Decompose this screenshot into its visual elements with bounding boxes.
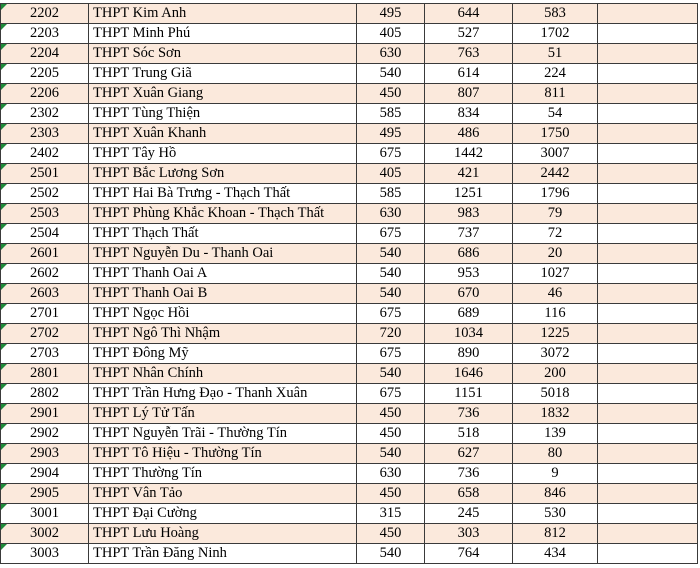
value-cell: 20 (513, 244, 598, 264)
table-row (1, 444, 698, 464)
table-row (1, 184, 698, 204)
table-row (1, 24, 698, 44)
empty-cell (598, 484, 698, 504)
school-code-cell: 2203 (1, 24, 89, 44)
registered-cell: 807 (425, 84, 513, 104)
school-name-cell: THPT Phùng Khắc Khoan - Thạch Thất (89, 204, 357, 224)
target-cell: 585 (357, 184, 425, 204)
empty-cell (598, 104, 698, 124)
school-name-cell: THPT Thanh Oai A (89, 264, 357, 284)
school-name-cell: THPT Nguyễn Trãi - Thường Tín (89, 424, 357, 444)
school-code-cell: 2204 (1, 44, 89, 64)
table-row (1, 204, 698, 224)
registered-cell: 983 (425, 204, 513, 224)
school-code-cell: 2302 (1, 104, 89, 124)
table-row (1, 124, 698, 144)
target-cell: 450 (357, 524, 425, 544)
school-code-cell: 2502 (1, 184, 89, 204)
registered-cell: 764 (425, 544, 513, 564)
school-name-cell: THPT Lý Tử Tấn (89, 404, 357, 424)
table-row (1, 504, 698, 524)
registered-cell: 658 (425, 484, 513, 504)
registered-cell: 1646 (425, 364, 513, 384)
registered-cell: 689 (425, 304, 513, 324)
table-row (1, 164, 698, 184)
registered-cell: 614 (425, 64, 513, 84)
empty-cell (598, 344, 698, 364)
value-cell: 3007 (513, 144, 598, 164)
school-code-cell: 3001 (1, 504, 89, 524)
registered-cell: 1442 (425, 144, 513, 164)
school-code-cell: 2602 (1, 264, 89, 284)
school-code-cell: 3002 (1, 524, 89, 544)
empty-cell (598, 264, 698, 284)
empty-cell (598, 184, 698, 204)
registered-cell: 245 (425, 504, 513, 524)
school-name-cell: THPT Lưu Hoàng (89, 524, 357, 544)
school-name-cell: THPT Hai Bà Trưng - Thạch Thất (89, 184, 357, 204)
value-cell: 530 (513, 504, 598, 524)
school-code-cell: 2904 (1, 464, 89, 484)
table-row (1, 224, 698, 244)
school-name-cell: THPT Trần Đăng Ninh (89, 544, 357, 564)
target-cell: 630 (357, 204, 425, 224)
registered-cell: 834 (425, 104, 513, 124)
target-cell: 540 (357, 264, 425, 284)
value-cell: 54 (513, 104, 598, 124)
empty-cell (598, 364, 698, 384)
school-code-cell: 2603 (1, 284, 89, 304)
school-name-cell: THPT Minh Phú (89, 24, 357, 44)
value-cell: 139 (513, 424, 598, 444)
empty-cell (598, 124, 698, 144)
value-cell: 5018 (513, 384, 598, 404)
target-cell: 495 (357, 124, 425, 144)
school-code-cell: 2902 (1, 424, 89, 444)
empty-cell (598, 504, 698, 524)
value-cell: 224 (513, 64, 598, 84)
school-name-cell: THPT Tùng Thiện (89, 104, 357, 124)
registered-cell: 686 (425, 244, 513, 264)
table-row (1, 104, 698, 124)
registered-cell: 737 (425, 224, 513, 244)
table-row (1, 284, 698, 304)
school-code-cell: 2402 (1, 144, 89, 164)
table-row (1, 324, 698, 344)
target-cell: 675 (357, 344, 425, 364)
target-cell: 630 (357, 44, 425, 64)
registered-cell: 736 (425, 464, 513, 484)
registered-cell: 627 (425, 444, 513, 464)
value-cell: 79 (513, 204, 598, 224)
value-cell: 1027 (513, 264, 598, 284)
school-code-cell: 2503 (1, 204, 89, 224)
target-cell: 540 (357, 544, 425, 564)
target-cell: 585 (357, 104, 425, 124)
table-row (1, 384, 698, 404)
table-row (1, 64, 698, 84)
value-cell: 72 (513, 224, 598, 244)
empty-cell (598, 444, 698, 464)
school-code-cell: 2702 (1, 324, 89, 344)
value-cell: 846 (513, 484, 598, 504)
empty-cell (598, 424, 698, 444)
empty-cell (598, 324, 698, 344)
table-row (1, 484, 698, 504)
school-name-cell: THPT Ngọc Hồi (89, 304, 357, 324)
registered-cell: 486 (425, 124, 513, 144)
table-row (1, 344, 698, 364)
table-row (1, 404, 698, 424)
school-name-cell: THPT Xuân Khanh (89, 124, 357, 144)
registered-cell: 953 (425, 264, 513, 284)
table-row (1, 84, 698, 104)
value-cell: 583 (513, 4, 598, 24)
table-row (1, 44, 698, 64)
value-cell: 434 (513, 544, 598, 564)
empty-cell (598, 204, 698, 224)
school-code-cell: 2905 (1, 484, 89, 504)
target-cell: 495 (357, 4, 425, 24)
school-code-cell: 2206 (1, 84, 89, 104)
school-code-cell: 2703 (1, 344, 89, 364)
value-cell: 811 (513, 84, 598, 104)
empty-cell (598, 144, 698, 164)
registered-cell: 518 (425, 424, 513, 444)
target-cell: 540 (357, 244, 425, 264)
school-code-cell: 2202 (1, 4, 89, 24)
registered-cell: 644 (425, 4, 513, 24)
table-row (1, 424, 698, 444)
target-cell: 450 (357, 84, 425, 104)
school-code-cell: 2504 (1, 224, 89, 244)
school-name-cell: THPT Xuân Giang (89, 84, 357, 104)
registered-cell: 303 (425, 524, 513, 544)
school-table (0, 3, 698, 564)
value-cell: 80 (513, 444, 598, 464)
target-cell: 315 (357, 504, 425, 524)
school-code-cell: 2303 (1, 124, 89, 144)
target-cell: 540 (357, 64, 425, 84)
school-name-cell: THPT Thạch Thất (89, 224, 357, 244)
school-name-cell: THPT Nhân Chính (89, 364, 357, 384)
school-code-cell: 3003 (1, 544, 89, 564)
table-row (1, 524, 698, 544)
registered-cell: 736 (425, 404, 513, 424)
value-cell: 1796 (513, 184, 598, 204)
school-code-cell: 2802 (1, 384, 89, 404)
target-cell: 675 (357, 384, 425, 404)
school-name-cell: THPT Kim Anh (89, 4, 357, 24)
table-row (1, 4, 698, 24)
school-code-cell: 2903 (1, 444, 89, 464)
value-cell: 1832 (513, 404, 598, 424)
value-cell: 812 (513, 524, 598, 544)
registered-cell: 1034 (425, 324, 513, 344)
empty-cell (598, 404, 698, 424)
school-name-cell: THPT Tây Hồ (89, 144, 357, 164)
empty-cell (598, 284, 698, 304)
registered-cell: 527 (425, 24, 513, 44)
empty-cell (598, 4, 698, 24)
target-cell: 675 (357, 304, 425, 324)
registered-cell: 421 (425, 164, 513, 184)
empty-cell (598, 304, 698, 324)
empty-cell (598, 24, 698, 44)
target-cell: 405 (357, 24, 425, 44)
empty-cell (598, 384, 698, 404)
registered-cell: 763 (425, 44, 513, 64)
registered-cell: 1251 (425, 184, 513, 204)
school-code-cell: 2801 (1, 364, 89, 384)
school-name-cell: THPT Vân Tảo (89, 484, 357, 504)
value-cell: 1750 (513, 124, 598, 144)
school-code-cell: 2205 (1, 64, 89, 84)
value-cell: 1702 (513, 24, 598, 44)
school-name-cell: THPT Đông Mỹ (89, 344, 357, 364)
target-cell: 405 (357, 164, 425, 184)
school-name-cell: THPT Nguyễn Du - Thanh Oai (89, 244, 357, 264)
school-name-cell: THPT Sóc Sơn (89, 44, 357, 64)
school-name-cell: THPT Ngô Thì Nhậm (89, 324, 357, 344)
registered-cell: 1151 (425, 384, 513, 404)
target-cell: 540 (357, 284, 425, 304)
value-cell: 2442 (513, 164, 598, 184)
table-row (1, 464, 698, 484)
school-name-cell: THPT Tô Hiệu - Thường Tín (89, 444, 357, 464)
value-cell: 9 (513, 464, 598, 484)
registered-cell: 890 (425, 344, 513, 364)
target-cell: 540 (357, 444, 425, 464)
target-cell: 720 (357, 324, 425, 344)
table-row (1, 244, 698, 264)
table-row (1, 264, 698, 284)
empty-cell (598, 84, 698, 104)
target-cell: 675 (357, 144, 425, 164)
empty-cell (598, 224, 698, 244)
target-cell: 675 (357, 224, 425, 244)
empty-cell (598, 524, 698, 544)
value-cell: 1225 (513, 324, 598, 344)
empty-cell (598, 164, 698, 184)
school-code-cell: 2901 (1, 404, 89, 424)
school-name-cell: THPT Trung Giã (89, 64, 357, 84)
value-cell: 46 (513, 284, 598, 304)
school-code-cell: 2501 (1, 164, 89, 184)
school-name-cell: THPT Thanh Oai B (89, 284, 357, 304)
target-cell: 450 (357, 424, 425, 444)
target-cell: 450 (357, 404, 425, 424)
value-cell: 51 (513, 44, 598, 64)
table-row (1, 304, 698, 324)
school-name-cell: THPT Bắc Lương Sơn (89, 164, 357, 184)
empty-cell (598, 44, 698, 64)
value-cell: 3072 (513, 344, 598, 364)
school-code-cell: 2701 (1, 304, 89, 324)
target-cell: 540 (357, 364, 425, 384)
table-row (1, 144, 698, 164)
value-cell: 200 (513, 364, 598, 384)
empty-cell (598, 544, 698, 564)
school-code-cell: 2601 (1, 244, 89, 264)
table-row (1, 544, 698, 564)
school-name-cell: THPT Thường Tín (89, 464, 357, 484)
table-row (1, 364, 698, 384)
school-name-cell: THPT Trần Hưng Đạo - Thanh Xuân (89, 384, 357, 404)
empty-cell (598, 64, 698, 84)
value-cell: 116 (513, 304, 598, 324)
registered-cell: 670 (425, 284, 513, 304)
school-name-cell: THPT Đại Cường (89, 504, 357, 524)
empty-cell (598, 464, 698, 484)
table-body (1, 4, 698, 564)
target-cell: 630 (357, 464, 425, 484)
target-cell: 450 (357, 484, 425, 504)
empty-cell (598, 244, 698, 264)
